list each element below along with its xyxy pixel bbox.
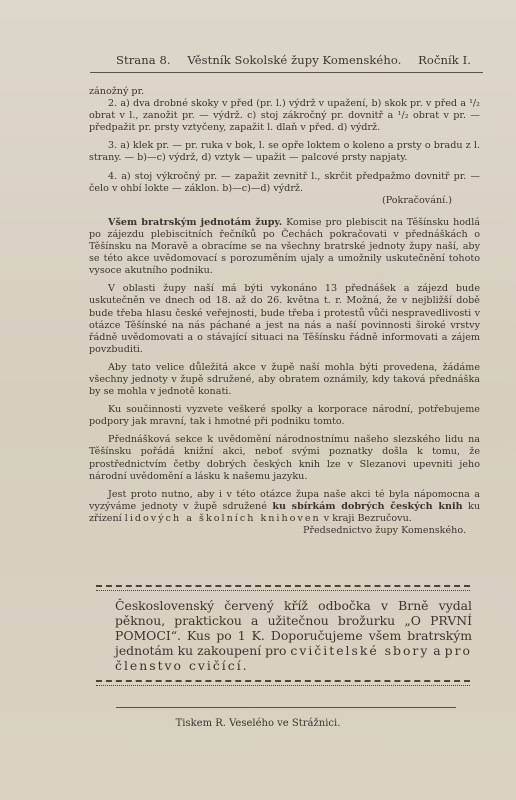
paragraph: Ku součinnosti vyzvete veškeré spolky a korporace národní, potřebujeme podpory jak mravní, tak i hmotné při podniku tomto. [89,404,480,428]
ad-spaced: cvičitelské sbory [290,643,430,658]
paragraph: Přednášková sekce k uvědomění národnostnímu našeho slezského lidu na Těšínsku pořádá knižní akci, neboť svými poznatky došla k tomu, že prostřednictvím četby dobrých českých knih lze v Slezanovi upevniti jeho národní uvědomění a lásku k našemu jazyku. [89,434,480,482]
ad-text: a [429,643,445,658]
page-header [116,53,471,67]
notice-heading: Všem bratrským jednotám župy. [108,216,283,228]
paragraph: Aby tato velice důležitá akce v župě naší mohla býti provedena, žádáme všechny jednoty v župě sdružené, aby obratem oznámily, kdy taková přednáška by se mohla v jednotě konati. [89,361,480,398]
ornament-rule [96,585,470,591]
ad-text: Československý červený kříž odbočka v Brně vydal pěknou, praktickou a užitečnou brožurku „O PRVNÍ POMOCI“. Kus po 1 K. Doporučujeme všem bratrským jednotám ku zakoupení pro [115,598,472,658]
advertisement [115,598,472,673]
notice-paragraph [89,217,480,277]
emphasis: ku sbírkám dobrých českých knih [272,500,463,512]
exercise-4: 4. a) stoj výkročný pr. — zapažit zevnitř l., skrčit předpažmo dovnitř pr. — čelo v ohbí lokte — záklon. b)—c)—d) výdrž. [89,170,480,194]
notice-text: Komise pro plebiscit na Těšínsku hodlá po zájezdu plebiscitních řečníků po Čechách pokračovati v přednáškách o Těšínsku na Moravě a obracíme se na všechny bratrské jednoty župy naší, aby se této akce uvědomovací s porozuměním ujaly a umožnily uskutečnění tohoto vysoce akutního podniku. [89,216,480,277]
article-body [89,86,480,537]
text-span: Jest proto nutno, aby i v této otázce župa naše akci té byla nápomocna a vyzýváme jednoty v župě sdružené [89,488,480,512]
printer-footer: Tiskem R. Veselého ve Strážnici. [175,718,341,729]
footer-rule [116,707,456,708]
continuation-note: (Pokračování.) [381,194,452,206]
spaced-text: lidových a školních knihoven [124,512,321,524]
text-span: ku zřízení [89,500,481,524]
header-rule [90,72,483,73]
exercise-2: 2. a) dva drobné skoky v před (pr. l.) výdrž v upažení, b) skok pr. v před a ¹/₂ obrat v l., zanožit pr. — výdrž. c) stoj zákročný pr. dovnitř a ¹/₂ obrat v pr. — předpažit pr. prsty vztyčeny, zapažit l. dlaň v před. d) výdrž. [89,98,480,134]
paragraph: V oblasti župy naší má býti vykonáno 13 přednášek a zájezd bude uskutečněn ve dnech od 18. až do 26. května t. r. Možná, že v nejbližší době bude třeba hlasu české veřejnosti, bude třeba i protestů vůči nespravedlivosti v otázce Těšínské na nás páchané a jest na nás a naší povinnosti široké vrstvy řádně uvědomovati a o stávající situaci na Těšínsku řádně informovati a zájem povzbuditi. [89,283,480,355]
exercise-3: 3. a) klek pr. — pr. ruka v bok, l. se opře loktem o koleno a prsty o bradu z l. strany. — b)—c) výdrž, d) vztyk — upažit — palcové prsty napjaty. [89,140,480,164]
ornament-rule [96,680,470,686]
ad-spaced: pro členstvo cvičící. [115,643,472,673]
text-line: zánožný pr. [89,86,145,97]
page-number: Strana 8. [116,53,171,67]
volume: Ročník I. [418,53,471,67]
text-span: v kraji Bezručovu. [320,512,412,524]
journal-title: Věstník Sokolské župy Komenského. [187,53,402,67]
paragraph [89,489,480,525]
signature: Předsednictvo župy Komenského. [302,525,466,536]
